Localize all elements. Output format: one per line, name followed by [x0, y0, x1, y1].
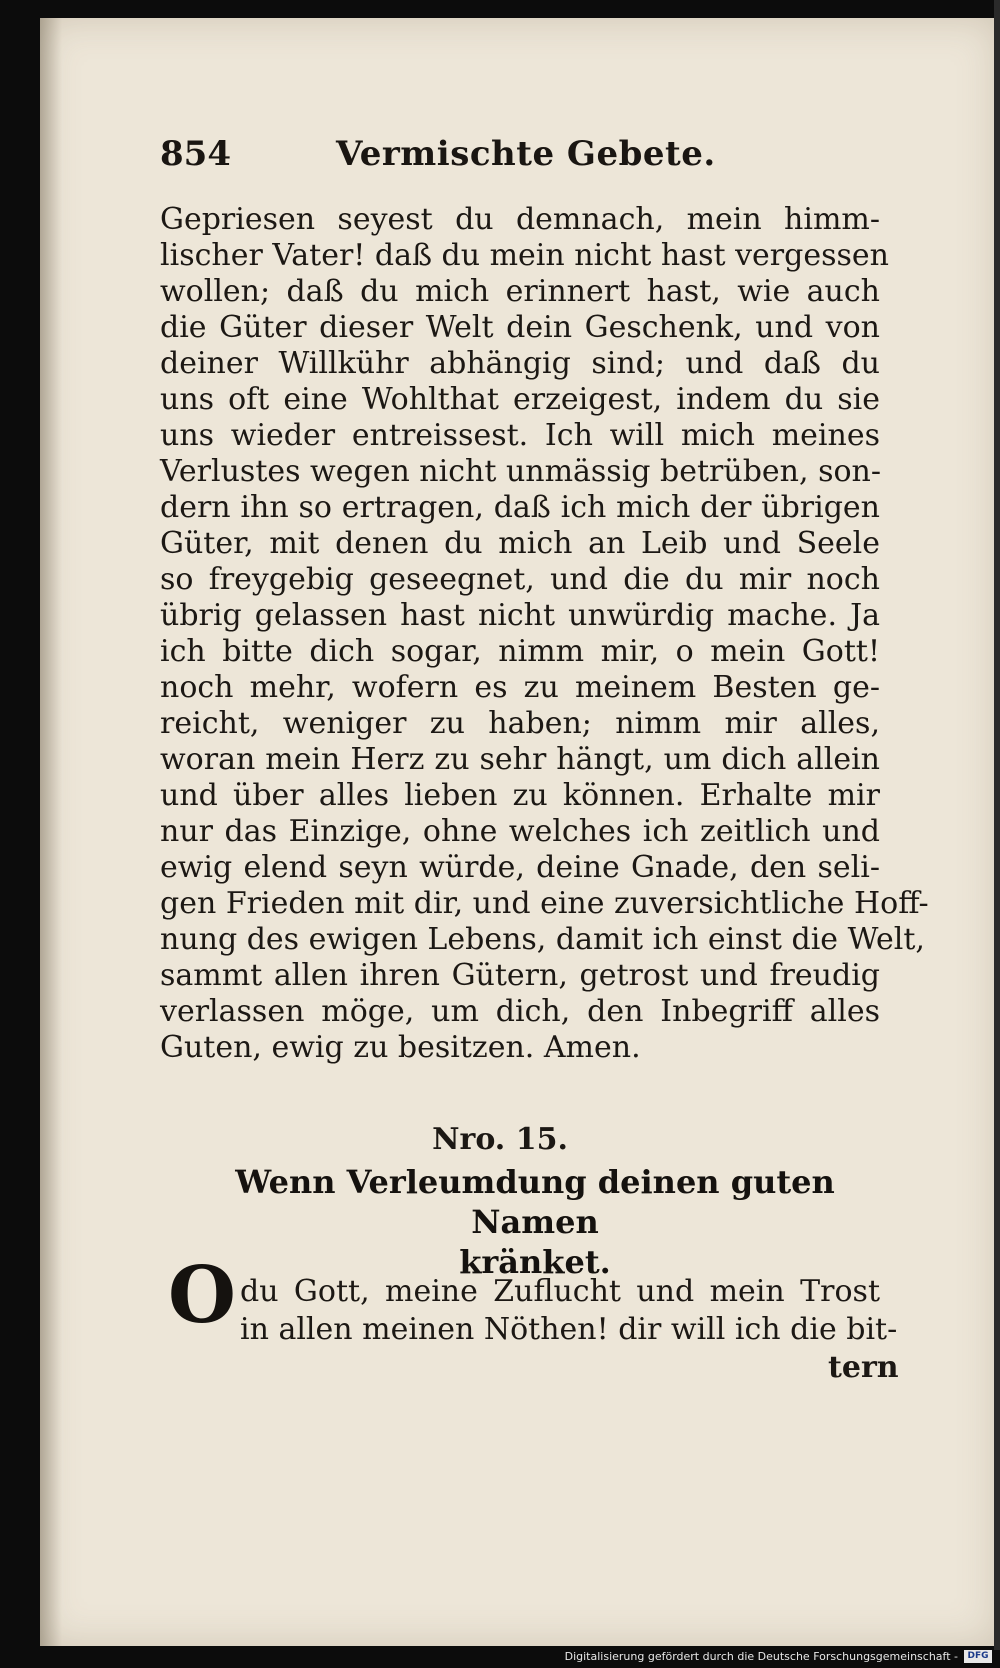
catchword: tern	[828, 1350, 899, 1385]
page-edge-shadow	[994, 0, 1000, 1650]
section-number: Nro. 15.	[432, 1122, 568, 1157]
text-line: uns wieder entreissest. Ich will mich meines	[160, 418, 880, 453]
section-heading	[170, 1162, 900, 1282]
page-number: 854	[160, 134, 231, 174]
section-heading-line: kränket.	[459, 1243, 611, 1281]
text-line: in allen meinen Nöthen! dir will ich die bit-	[240, 1312, 898, 1347]
text-line: deiner Willkühr abhängig sind; und daß du	[160, 346, 880, 381]
text-line: wollen; daß du mich erinnert hast, wie auch	[160, 274, 880, 309]
running-title: Vermischte Gebete.	[336, 134, 716, 174]
drop-cap-initial: O	[168, 1250, 236, 1341]
text-line: Gepriesen seyest du demnach, mein himm-	[160, 202, 880, 237]
text-line: du Gott, meine Zuflucht und mein Trost	[240, 1274, 880, 1309]
text-line: lischer Vater! daß du mein nicht hast vergessen	[160, 238, 889, 273]
text-line: ich bitte dich sogar, nimm mir, o mein Gott!	[160, 634, 880, 669]
text-line: Verlustes wegen nicht unmässig betrüben, son-	[160, 454, 881, 489]
text-line: und über alles lieben zu können. Erhalte mir	[160, 778, 880, 813]
text-line: Güter, mit denen du mich an Leib und Seele	[160, 526, 880, 561]
text-line: nur das Einzige, ohne welches ich zeitlich und	[160, 814, 880, 849]
text-line: die Güter dieser Welt dein Geschenk, und von	[160, 310, 880, 345]
text-line: so freygebig geseegnet, und die du mir noch	[160, 562, 880, 597]
dfg-logo: DFG	[964, 1650, 992, 1663]
text-line: übrig gelassen hast nicht unwürdig mache. Ja	[160, 598, 880, 633]
text-line: sammt allen ihren Gütern, getrost und freudig	[160, 958, 880, 993]
text-line: uns oft eine Wohlthat erzeigest, indem du sie	[160, 382, 880, 417]
section-heading-line: Wenn Verleumdung deinen guten Namen	[235, 1163, 835, 1241]
text-line: gen Frieden mit dir, und eine zuversichtliche Hoff-	[160, 886, 929, 921]
text-line: dern ihn so ertragen, daß ich mich der übrigen	[160, 490, 880, 525]
page-header	[160, 134, 720, 184]
text-line: verlassen möge, um dich, den Inbegriff alles	[160, 994, 880, 1029]
text-line: woran mein Herz zu sehr hängt, um dich allein	[160, 742, 880, 777]
text-line: nung des ewigen Lebens, damit ich einst die Welt,	[160, 922, 925, 957]
text-line: reicht, weniger zu haben; nimm mir alles,	[160, 706, 880, 741]
digitization-credit: Digitalisierung gefördert durch die Deutsche Forschungsgemeinschaft -	[564, 1650, 958, 1663]
text-line: ewig elend seyn würde, deine Gnade, den seli-	[160, 850, 880, 885]
text-line: noch mehr, wofern es zu meinem Besten ge-	[160, 670, 880, 705]
text-line: Guten, ewig zu besitzen. Amen.	[160, 1030, 641, 1065]
